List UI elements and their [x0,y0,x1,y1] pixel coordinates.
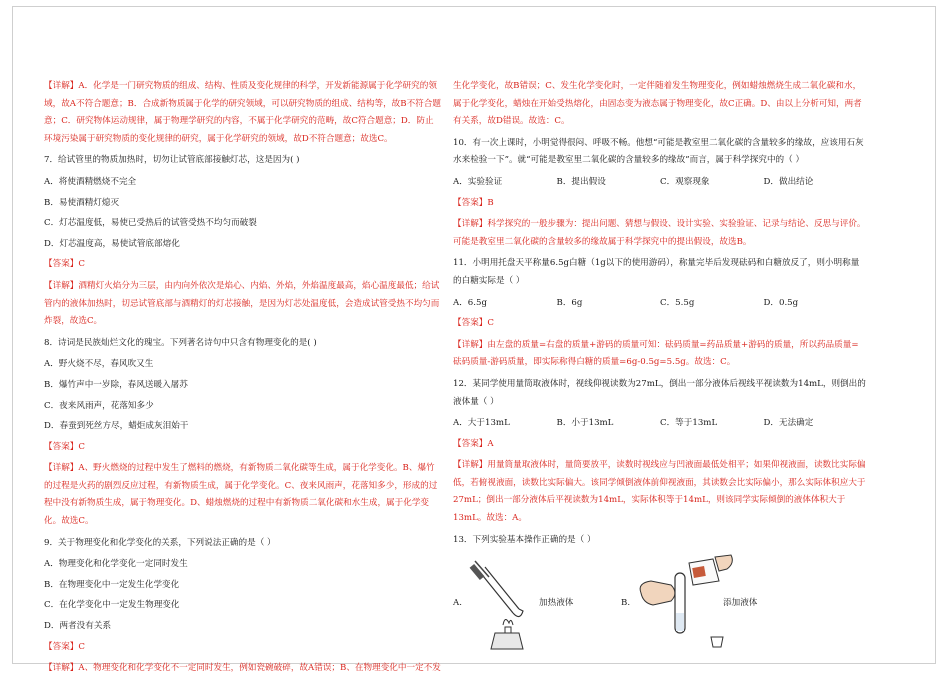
q10-option-a: A．实验验证 [453,176,503,187]
question-13: 13．下列实验基本操作正确的是（ ） [453,534,596,545]
q12-option-c: C．等于13mL [660,418,718,429]
q7-option-c: C．灯芯温度低，易使已受热后的试管受热不均匀而破裂 [44,218,257,229]
left-column [44,78,442,682]
answer-12: 【答案】A [453,438,494,449]
q8-option-b: B．爆竹声中一岁除，春风送暖入屠苏 [44,379,188,390]
question-9: 9．关于物理变化和化学变化的关系，下列说法正确的是（ ） [44,537,276,548]
q9-option-d: D．两者没有关系 [44,621,112,632]
q10-option-b: B．提出假设 [556,176,606,187]
figure-a-letter: A. [453,598,462,609]
q12-option-b: B．小于13mL [556,418,614,429]
answer-8: 【答案】C [44,441,85,452]
q11-option-b: B．6g [556,297,583,308]
explanation-7: 【详解】酒精灯火焰分为三层，由内向外依次是焰心、内焰、外焰，外焰温度最高，焰心温度最低；给试管内的液体加热时，切忌试管底部与酒精灯的灯芯接触，是因为灯芯处温度低，会造成试管受热不均匀而炸裂，故选C。 [44,280,440,327]
q8-option-a: A．野火烧不尽，春风吹又生 [44,359,154,370]
answer-9: 【答案】C [44,641,85,652]
explanation-9: 【详解】A、物理变化和化学变化不一定同时发生，例如瓷碗破碎，故A错误；B、在物理变化中一定不发 [44,663,441,674]
q7-option-d: D．灯芯温度高，易使试管底部熔化 [44,238,180,249]
answer-10: 【答案】B [453,197,494,208]
question-8: 8．诗词是民族灿烂文化的瑰宝。下列著名诗句中只含有物理变化的是( ) [44,337,317,348]
explanation-9-continued: 生化学变化，故B错误；C、发生化学变化时，一定伴随着发生物理变化，例如蜡烛燃烧生成二氧化碳和水，属于化学变化，蜡烛在开始受热熔化，由固态变为液态属于物理变化，故C正确。D、由以上分析可知，两者有关系，故D错误。故选：C。 [453,81,862,127]
q11-options [453,295,867,313]
figure-a-label: 加热液体 [539,598,574,609]
q12-option-a: A．大于13mL [453,418,510,429]
q8-option-c: C．夜来风雨声，花落知多少 [44,400,154,411]
question-11: 11．小明用托盘天平称量6.5g白糖（1g以下的使用游码），称量完毕后发现砝码和白糖放反了，则小明称量的白糖实际是（ ） [453,258,860,286]
q9-option-a: A．物理变化和化学变化一定同时发生 [44,559,188,570]
figure-a-heating-liquid [453,553,623,663]
explanation-8: 【详解】A、野火燃烧的过程中发生了燃料的燃烧，有新物质二氧化碳等生成，属于化学变化。B、爆竹的过程是火药的剧烈反应过程，有新物质生成，属于化学变化。C、夜来风雨声，花落知多少，形成的过程中没有新物质生成，属于物理变化。D、蜡烛燃烧的过程中有新物质二氧化碳和水生成，属于化学变化。故选C。 [44,463,438,527]
q7-option-a: A．将使酒精燃烧不完全 [44,176,137,187]
q11-option-a: A．6.5g [453,297,487,308]
q12-options [453,415,867,433]
q10-option-c: C．观察现象 [660,176,710,187]
q11-option-d: D．0.5g [763,297,799,308]
figure-b-letter: B. [621,598,631,609]
explanation-6: 【详解】A．化学是一门研究物质的组成、结构、性质及变化规律的科学，开发新能源属于化学研究的领域，故A不符合题意；B．合成新物质属于化学的研究领域，可以研究物质的组成、结构等，故B不符合题意；C．研究物体运动规律，属于物理学研究的内容，不属于化学研究的范畴，故C符合题意；D．防止环境污染属于研究物质的变化规律的研究，属于化学研究的领域，故D不符合题意；故选C。 [44,81,441,144]
q9-option-c: C．在化学变化中一定发生物理变化 [44,600,180,611]
question-10: 10．有一次上课时，小明觉得很闷、呼吸不畅。他想“可能是教室里二氧化碳的含量较多的缘故，应该用石灰水来检验一下”。就“可能是教室里二氧化碳的含量较多的缘故”而言，属于科学探究中的（ ） [453,137,864,166]
explanation-10: 【详解】科学探究的一般步骤为：提出问题、猜想与假设、设计实验、实验验证、记录与结论、反思与评价。可能是教室里二氧化碳的含量较多的缘故属于科学探究中的提出假设，故选B。 [453,219,866,247]
answer-11: 【答案】C [453,318,494,329]
right-column [453,78,867,663]
explanation-12: 【详解】用量筒量取液体时，量筒要放平，读数时视线应与凹液面最低处相平；如果仰视液面，读数比实际偏低，若俯视液面，读数比实际偏大。该同学倾倒液体前仰视液面，其读数会比实际偏小，那么实际体积应大于27mL；倒出一部分液体后平视读数为14mL，实际体积等于14mL，则该同学实际倾倒的液体体积大于13mL。故选：A。 [453,460,866,524]
q9-option-b: B．在物理变化中一定发生化学变化 [44,579,180,590]
alcohol-lamp-test-tube-icon [465,553,535,653]
q11-option-c: C．5.5g [660,297,695,308]
figure-b-adding-liquid [621,553,821,663]
figure-b-label: 添加液体 [723,598,758,609]
question-7: 7．给试管里的物质加热时，切勿让试管底部接触灯芯，这是因为( ) [44,155,300,166]
q10-option-d: D．做出结论 [763,176,814,187]
q8-option-d: D．春蚕到死丝方尽，蜡炬成灰泪始干 [44,421,189,432]
q12-option-d: D．无法确定 [763,418,814,429]
question-12: 12．某同学使用量筒取液体时，视线仰视读数为27mL，倒出一部分液体后视线平视读数为14mL，则倒出的液体量（ ） [453,378,866,407]
explanation-11: 【详解】由左盘的质量=右盘的质量+游码的质量可知：砝码质量=药品质量+游码的质量，所以药品质量=砝码质量-游码质量，即实际称得白糖的质量=6g-0.5g=5.5g。故选：C。 [453,339,859,368]
answer-7: 【答案】C [44,259,85,270]
q10-options [453,174,867,192]
q7-option-b: B．易使酒精灯熄灭 [44,197,120,208]
q13-figures [453,553,867,663]
